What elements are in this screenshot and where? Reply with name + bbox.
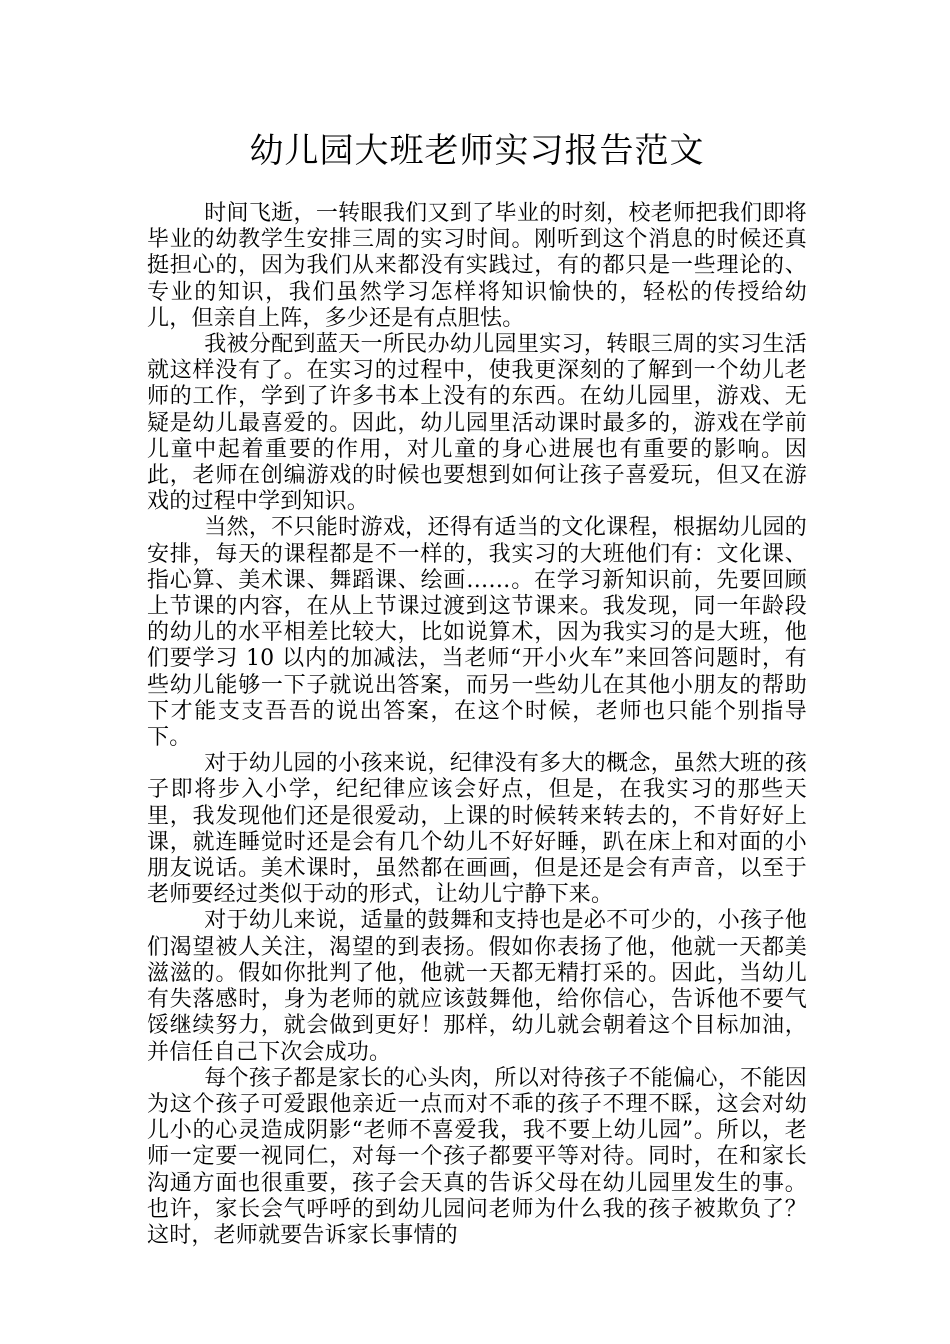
paragraph-5: 对于幼儿来说，适量的鼓舞和支持也是必不可少的，小孩子他们渴望被人关注，渴望的到表扬。假如你表扬了他，他就一天都美滋滋的。假如你批判了他，他就一天都无精打采的。因此，当幼儿有失落感时，身为老师的就应该鼓舞他，给你信心，告诉他不要气馁继续努力，就会做到更好！那样，幼儿就会朝着这个目标加油，并信任自己下次会成功。 [147, 908, 807, 1065]
paragraph-1: 时间飞逝，一转眼我们又到了毕业的时刻，校老师把我们即将毕业的幼教学生安排三周的实习时间。刚听到这个消息的时候还真挺担心的，因为我们从来都没有实践过，有的都只是一些理论的、专业的知识，我们虽然学习怎样将知识愉快的，轻松的传授给幼儿，但亲自上阵，多少还是有点胆怯。 [147, 201, 807, 331]
document-title: 幼儿园大班老师实习报告范文 [249, 131, 705, 171]
document-page [147, 128, 807, 1249]
paragraph-6: 每个孩子都是家长的心头肉，所以对待孩子不能偏心，不能因为这个孩子可爱跟他亲近一点而对不乖的孩子不理不睬，这会对幼儿小的心灵造成阴影“老师不喜爱我，我不要上幼儿园”。所以，老师一定要一视同仁，对每一个孩子都要平等对待。同时，在和家长沟通方面也很重要，孩子会天真的告诉父母在幼儿园里发生的事。也许，家长会气呼呼的到幼儿园问老师为什么我的孩子被欺负了？这时，老师就要告诉家长事情的 [147, 1065, 807, 1248]
paragraph-3: 当然，不只能时游戏，还得有适当的文化课程，根据幼儿园的安排，每天的课程都是不一样的，我实习的大班他们有：文化课、指心算、美术课、舞蹈课、绘画……。在学习新知识前，先要回顾上节课的内容，在从上节课过渡到这节课来。我发现，同一年龄段的幼儿的水平相差比较大，比如说算术，因为我实习的是大班，他们要学习 10 以内的加减法，当老师“开小火车”来回答问题时，有些幼儿能够一下子就说出答案，而另一些幼儿在其他小朋友的帮助下才能支支吾吾的说出答案，在这个时候，老师也只能个别指导下。 [147, 515, 807, 751]
paragraph-4: 对于幼儿园的小孩来说，纪律没有多大的概念，虽然大班的孩子即将步入小学，纪纪律应该会好点，但是，在我实习的那些天里，我发现他们还是很爱动，上课的时候转来转去的，不肯好好上课，就连睡觉时还是会有几个幼儿不好好睡，趴在床上和对面的小朋友说话。美术课时，虽然都在画画，但是还是会有声音，以至于老师要经过类似于动的形式，让幼儿宁静下来。 [147, 751, 807, 908]
paragraph-2: 我被分配到蓝天一所民办幼儿园里实习，转眼三周的实习生活就这样没有了。在实习的过程中，使我更深刻的了解到一个幼儿老师的工作，学到了许多书本上没有的东西。在幼儿园里，游戏、无疑是幼儿最喜爱的。因此，幼儿园里活动课时最多的，游戏在学前儿童中起着重要的作用，对儿童的身心进展也有重要的影响。因此，老师在创编游戏的时候也要想到如何让孩子喜爱玩，但又在游戏的过程中学到知识。 [147, 332, 807, 515]
